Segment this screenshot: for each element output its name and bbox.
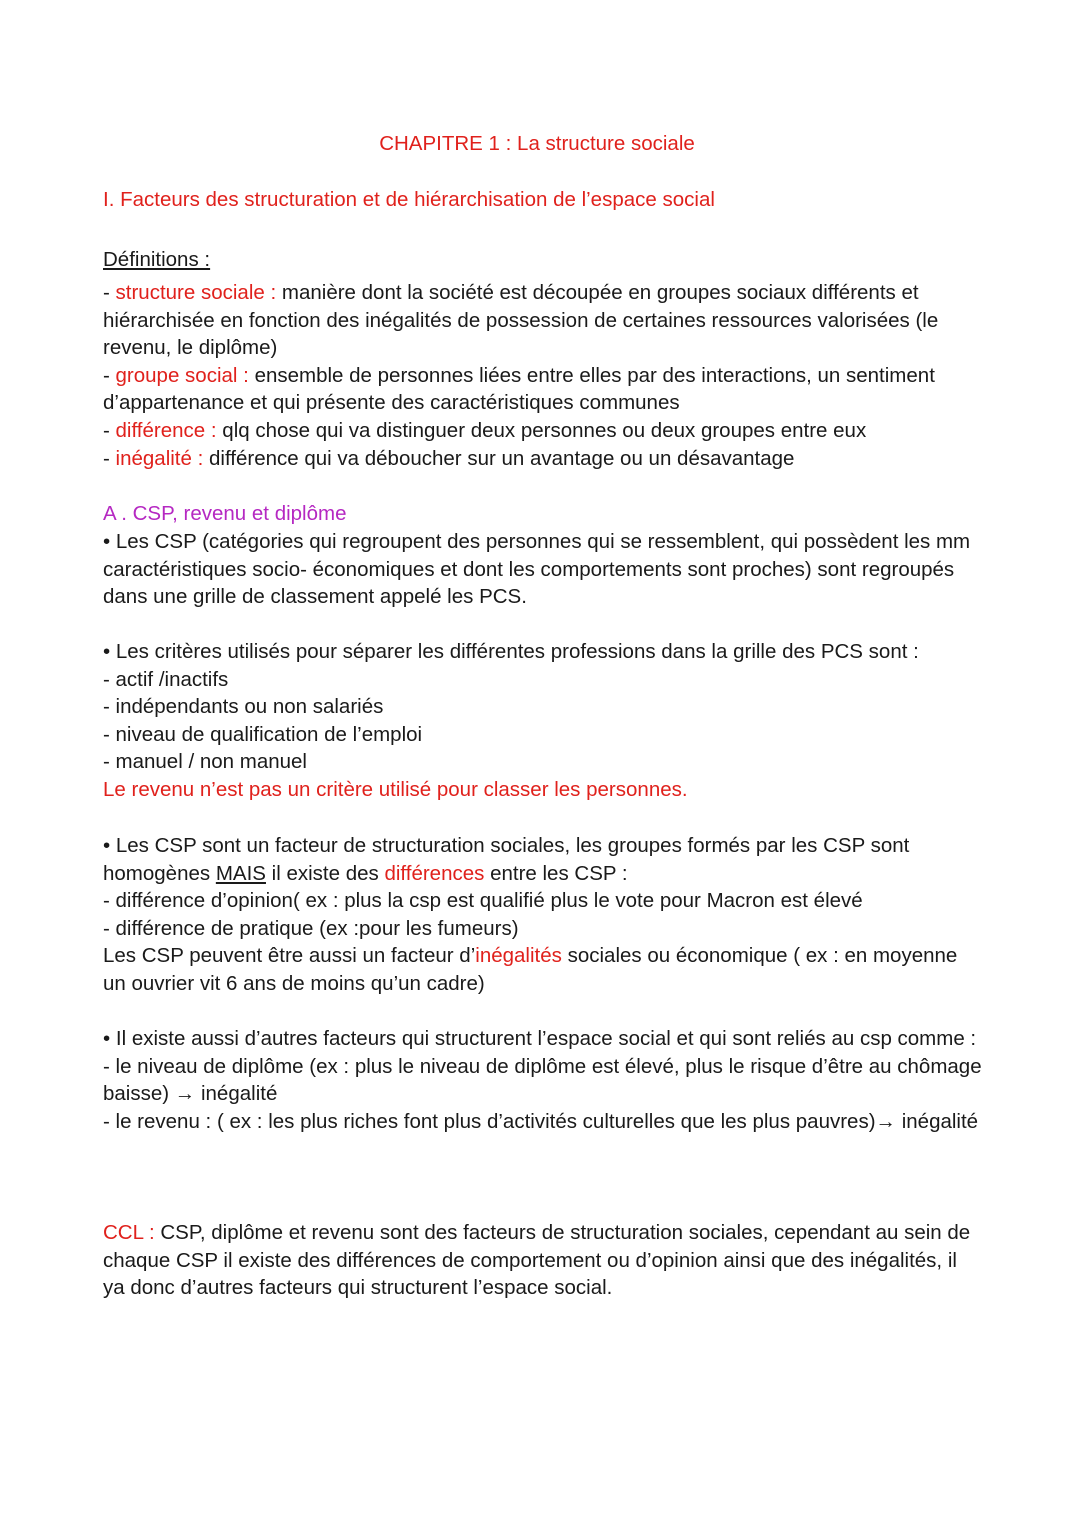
definition-term: inégalité : [115,446,204,470]
criteria-item: - niveau de qualification de l’emploi [103,722,423,746]
structuration-intro [103,832,983,887]
definition-item [103,417,983,445]
definition-item [103,362,983,417]
definitions-list [103,279,983,472]
other-factors-item: - le niveau de diplôme (ex : plus le niveau de diplôme est élevé, plus le risque d’être au chômage baisse) → inégalité [103,1054,982,1106]
definitions-heading: Définitions : [103,248,211,271]
structuration-item: - différence de pratique (ex :pour les fumeurs) [103,916,519,940]
definition-text: qlq chose qui va distinguer deux personnes ou deux groupes entre eux [216,418,867,442]
other-factors-item: - le revenu : ( ex : les plus riches font plus d’activités culturelles que les plus pauvres)→ inégalité [103,1109,979,1133]
definition-text: différence qui va déboucher sur un avantage ou un désavantage [203,446,795,470]
criteria-item: - indépendants ou non salariés [103,695,384,719]
definition-dash: - [103,446,116,470]
structuration-text: il existe des [265,861,385,885]
inequality-text: sociales ou économique ( ex : en moyenne un ouvrier vit 6 ans de moins qu’un cadre) [103,944,958,995]
conclusion-text: CSP, diplôme et revenu sont des facteurs de structuration sociales, cependant au sein de chaque CSP il existe des différences de comportement ou d’opinion ainsi que des inégalités, il ya donc d’autres facteurs qui structurent l’espace social. [103,1221,971,1300]
structuration-text: entre les CSP : [484,861,628,885]
conclusion [103,1219,983,1302]
definition-item [103,279,983,362]
criteria-item: - actif /inactifs [103,667,229,691]
definition-term: groupe social : [115,363,249,387]
mais-emphasis: MAIS [215,861,266,885]
subsection-a-title: A . CSP, revenu et diplôme [103,502,347,525]
structuration-item: - différence d’opinion( ex : plus la csp est qualifié plus le vote pour Macron est élevé [103,889,863,913]
definition-dash: - [103,418,116,442]
definition-item [103,445,983,473]
definition-dash: - [103,281,116,304]
structuration-block [103,832,983,998]
inequality-sentence [103,942,983,997]
definition-text: ensemble de personnes liées entre elles par des interactions, un sentiment d’appartenance et qui présente des caractéristiques communes [103,363,935,415]
inequality-text: Les CSP peuvent être aussi un facteur d’ [103,944,476,968]
definition-term: structure sociale : [115,281,277,304]
definition-text: manière dont la société est découpée en groupes sociaux différents et hiérarchisée en fonction des inégalités de possession de certaines ressources valorisées (le revenu, le diplôme) [103,281,939,360]
other-factors-intro: • Il existe aussi d’autres facteurs qui structurent l’espace social et qui sont reliés au csp comme : [103,1027,977,1050]
conclusion-label: CCL : [103,1221,155,1244]
criteria-note: Le revenu n’est pas un critère utilisé pour classer les personnes. [103,777,688,801]
criteria-item: - manuel / non manuel [103,750,307,774]
structuration-text: • Les CSP sont un facteur de structuration sociales, les groupes formés par les CSP sont homogènes [103,834,910,885]
criteria-block [103,638,983,804]
differences-highlight: différences [384,861,485,885]
inegalites-highlight: inégalités [475,944,562,968]
paragraph-csp: • Les CSP (catégories qui regroupent des personnes qui se ressemblent, qui possèdent les mm caractéristiques socio- économiques et dont les comportements sont proches) sont regroupés dans une grille de classement appelé les PCS. [103,530,971,609]
criteria-intro: • Les critères utilisés pour séparer les différentes professions dans la grille des PCS sont : [103,640,919,663]
section-title: I. Facteurs des structuration et de hiérarchisation de l’espace social [103,188,715,211]
chapter-title: CHAPITRE 1 : La structure sociale [379,132,695,155]
other-factors-block [103,1025,983,1135]
definition-dash: - [103,363,116,387]
definition-term: différence : [115,418,217,442]
